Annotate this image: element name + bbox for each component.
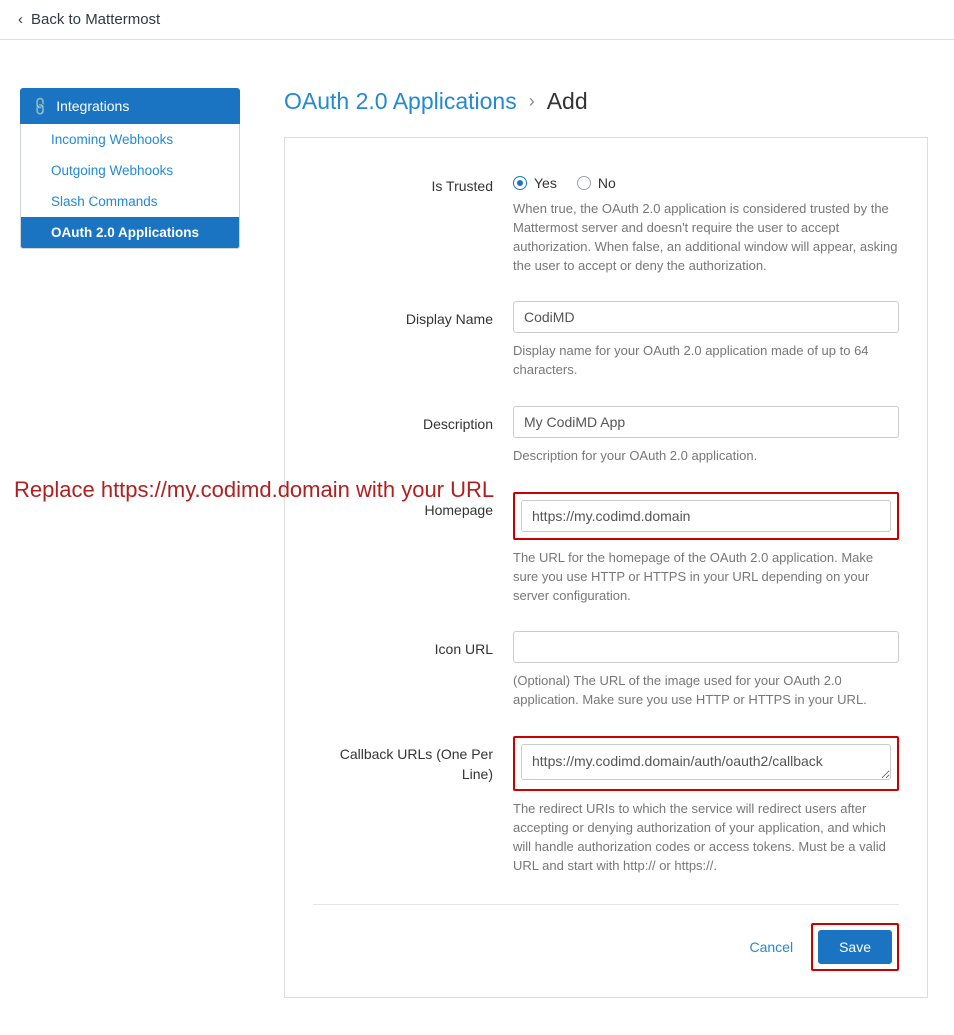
chevron-left-icon: ‹ [18, 11, 23, 28]
sidebar-item-oauth-applications[interactable] [21, 217, 239, 248]
icon-url-help: (Optional) The URL of the image used for your OAuth 2.0 application. Make sure you use HTTP or HTTPS in your URL. [513, 673, 867, 708]
is-trusted-radio-group [513, 168, 899, 191]
sidebar-item-incoming-webhooks[interactable] [21, 124, 239, 155]
sidebar-header-integrations[interactable] [20, 88, 240, 124]
callback-urls-textarea[interactable] [521, 744, 891, 780]
radio-yes-icon[interactable] [513, 176, 527, 190]
annotation-replace-url: Replace https://my.codimd.domain with your URL [14, 477, 495, 502]
sidebar-header-label: Integrations [56, 98, 130, 114]
back-link-label: Back to Mattermost [31, 11, 161, 28]
link-icon: 🔗 [29, 94, 52, 118]
is-trusted-help: When true, the OAuth 2.0 application is considered trusted by the Mattermost server and doesn't require the user to accept authorization. When false, an additional window will appear, asking the user to accept or deny the authorization. [513, 201, 898, 273]
sidebar-item-label: Slash Commands [51, 194, 158, 209]
oauth-app-form-panel [284, 137, 928, 998]
callback-urls-help: The redirect URIs to which the service will redirect users after accepting or denying authorization of your application, and which will handle authorization codes or access tokens. Must be a valid URL and start with http:// or https://. [513, 801, 886, 873]
field-icon-url [313, 631, 899, 732]
sidebar-item-label: OAuth 2.0 Applications [51, 225, 200, 240]
display-name-input[interactable] [513, 301, 899, 333]
chevron-right-icon: › [528, 91, 535, 111]
callback-urls-highlight [513, 736, 899, 791]
sidebar-items [20, 124, 240, 249]
is-trusted-yes-option[interactable] [513, 175, 557, 191]
homepage-highlight [513, 492, 899, 540]
sidebar-item-outgoing-webhooks[interactable] [21, 155, 239, 186]
save-button-highlight [811, 923, 899, 971]
display-name-label: Display Name [405, 311, 493, 328]
description-input[interactable] [513, 406, 899, 438]
homepage-input[interactable] [521, 500, 891, 532]
display-name-help: Display name for your OAuth 2.0 application made of up to 64 characters. [513, 343, 869, 378]
field-is-trusted [313, 168, 899, 297]
field-display-name [313, 301, 899, 402]
sidebar-item-label: Incoming Webhooks [51, 132, 174, 147]
homepage-help: The URL for the homepage of the OAuth 2.0 application. Make sure you use HTTP or HTTPS in your URL depending on your server configuration. [513, 549, 874, 603]
sidebar-item-label: Outgoing Webhooks [51, 163, 174, 178]
is-trusted-yes-label: Yes [534, 175, 557, 191]
sidebar [20, 88, 240, 998]
field-homepage [313, 492, 899, 628]
homepage-label: Homepage [424, 501, 493, 518]
main-content [240, 88, 954, 998]
breadcrumb-current: Add [546, 88, 588, 114]
cancel-button[interactable]: Cancel [745, 933, 797, 961]
is-trusted-label: Is Trusted [431, 178, 493, 194]
description-label: Description [422, 416, 493, 433]
sidebar-item-slash-commands[interactable] [21, 186, 239, 217]
icon-url-input[interactable] [513, 631, 899, 663]
radio-no-icon[interactable] [577, 176, 591, 190]
page-body [0, 40, 954, 998]
breadcrumb [284, 88, 928, 115]
callback-urls-label: Callback URLs (One Per Line) [339, 746, 493, 783]
form-actions [313, 923, 899, 977]
back-to-mattermost-link[interactable] [18, 11, 160, 28]
form-divider [313, 904, 899, 905]
is-trusted-no-option[interactable] [577, 175, 616, 191]
field-callback-urls [313, 736, 899, 897]
save-button[interactable]: Save [818, 930, 892, 964]
top-bar [0, 0, 954, 40]
icon-url-label: Icon URL [434, 641, 493, 658]
description-help: Description for your OAuth 2.0 application. [513, 448, 758, 464]
breadcrumb-root-link[interactable]: OAuth 2.0 Applications [284, 88, 517, 114]
is-trusted-no-label: No [597, 175, 616, 191]
